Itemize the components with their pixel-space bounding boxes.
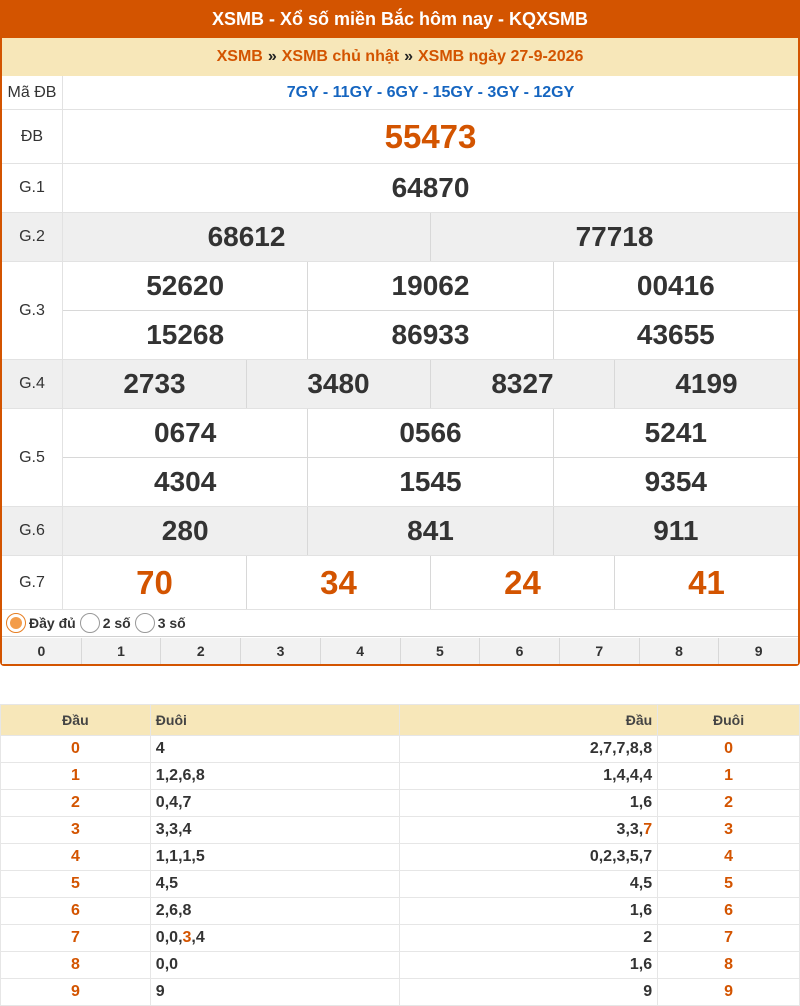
loto-duoi-right: 1 <box>658 763 800 790</box>
digit-button-6[interactable]: 6 <box>479 638 559 664</box>
prize-number: 68612 <box>207 221 286 252</box>
prize-number: 64870 <box>391 172 470 203</box>
prize-label: ĐB <box>2 110 63 163</box>
prize-number: 5241 <box>553 409 798 457</box>
prize-label: G.5 <box>2 409 63 506</box>
prize-row-g7 <box>2 556 798 610</box>
loto-duoi-right: 9 <box>658 979 800 1006</box>
special-digit: 3 <box>182 929 192 946</box>
loto-dau: 8 <box>1 952 151 979</box>
prize-number: 9354 <box>553 458 798 506</box>
prize-number: 0674 <box>154 417 217 448</box>
loto-duoi: 1,1,1,5 <box>150 844 400 871</box>
table-row <box>1 952 800 979</box>
loto-dau-right: 2 <box>400 925 658 952</box>
loto-dau: 4 <box>1 844 151 871</box>
loto-dau-right: 2,7,7,8,8 <box>400 736 658 763</box>
prize-row-madb <box>2 76 798 110</box>
loto-duoi: 0,0 <box>150 952 400 979</box>
prize-label: G.3 <box>2 262 63 359</box>
prize-number: 4304 <box>154 466 217 497</box>
prize-number: 911 <box>553 507 798 555</box>
loto-dau: 7 <box>1 925 151 952</box>
table-row <box>1 817 800 844</box>
prize-number: 24 <box>430 556 614 609</box>
breadcrumb <box>2 38 798 76</box>
page-title: XSMB - Xổ số miền Bắc hôm nay - KQXSMB <box>0 0 800 38</box>
prize-label: G.6 <box>2 507 63 555</box>
prize-number: 1545 <box>307 458 552 506</box>
loto-header-row <box>1 705 800 736</box>
radio-3-digits[interactable] <box>135 613 155 633</box>
loto-dau: 5 <box>1 871 151 898</box>
breadcrumb-separator: » <box>404 48 413 65</box>
prize-row-g3 <box>2 262 798 360</box>
loto-dau-right: 1,6 <box>400 898 658 925</box>
loto-dau: 6 <box>1 898 151 925</box>
option-full[interactable] <box>6 613 76 633</box>
loto-dau: 0 <box>1 736 151 763</box>
prize-number: 4199 <box>614 360 798 408</box>
loto-dau-right: 9 <box>400 979 658 1006</box>
prize-label: Mã ĐB <box>2 76 63 109</box>
header-dau: Đầu <box>1 705 151 736</box>
loto-duoi: 0,4,7 <box>150 790 400 817</box>
radio-2-digits[interactable] <box>80 613 100 633</box>
loto-duoi-right: 3 <box>658 817 800 844</box>
loto-duoi: 1,2,6,8 <box>150 763 400 790</box>
digit-button-9[interactable]: 9 <box>718 638 798 664</box>
digit-button-2[interactable]: 2 <box>160 638 240 664</box>
breadcrumb-link-weekday[interactable]: XSMB chủ nhật <box>281 48 400 65</box>
digit-button-7[interactable]: 7 <box>559 638 639 664</box>
loto-duoi: 4 <box>150 736 400 763</box>
prize-number: 77718 <box>430 213 798 261</box>
header-duoi: Đuôi <box>150 705 400 736</box>
table-row <box>1 790 800 817</box>
prize-number: 00416 <box>553 262 798 310</box>
loto-duoi: 0,0,3,4 <box>150 925 400 952</box>
option-2-digits[interactable] <box>80 613 131 633</box>
prize-label: G.7 <box>2 556 63 609</box>
prize-row-g1 <box>2 164 798 213</box>
prize-number: 3480 <box>246 360 430 408</box>
loto-duoi-right: 8 <box>658 952 800 979</box>
loto-dau-right: 1,6 <box>400 952 658 979</box>
prize-row-g6 <box>2 507 798 556</box>
prize-number: 15268 <box>146 319 225 350</box>
prize-number: 19062 <box>307 262 552 310</box>
loto-dau: 3 <box>1 817 151 844</box>
prize-row-g2 <box>2 213 798 262</box>
loto-duoi-right: 7 <box>658 925 800 952</box>
header-dau-right: Đầu <box>400 705 658 736</box>
digit-button-1[interactable]: 1 <box>81 638 161 664</box>
prize-label: G.4 <box>2 360 63 408</box>
table-row <box>1 763 800 790</box>
prize-row-g5 <box>2 409 798 507</box>
prize-row-db <box>2 110 798 164</box>
loto-dau: 2 <box>1 790 151 817</box>
special-codes: 7GY - 11GY - 6GY - 15GY - 3GY - 12GY <box>286 83 575 101</box>
loto-duoi: 9 <box>150 979 400 1006</box>
loto-duoi-right: 2 <box>658 790 800 817</box>
breadcrumb-link-xsmb[interactable]: XSMB <box>216 48 263 65</box>
table-row <box>1 871 800 898</box>
loto-dau-right: 3,3,7 <box>400 817 658 844</box>
loto-dau-right: 1,6 <box>400 790 658 817</box>
header-duoi-right: Đuôi <box>658 705 800 736</box>
digit-filter <box>2 638 798 664</box>
prize-number: 70 <box>136 563 173 601</box>
prize-label: G.2 <box>2 213 63 261</box>
loto-table <box>0 704 800 1006</box>
prize-number: 2733 <box>123 368 186 399</box>
loto-duoi-right: 5 <box>658 871 800 898</box>
option-label: Đầy đủ <box>29 614 76 631</box>
loto-dau: 9 <box>1 979 151 1006</box>
loto-duoi: 2,6,8 <box>150 898 400 925</box>
table-row <box>1 925 800 952</box>
digit-button-8[interactable]: 8 <box>639 638 719 664</box>
prize-number: 280 <box>161 515 209 546</box>
special-digit: 7 <box>643 821 653 838</box>
loto-duoi-right: 6 <box>658 898 800 925</box>
display-options <box>2 609 798 637</box>
loto-dau-right: 4,5 <box>400 871 658 898</box>
breadcrumb-link-date[interactable]: XSMB ngày 27-9-2026 <box>417 48 584 65</box>
loto-duoi: 4,5 <box>150 871 400 898</box>
loto-duoi: 3,3,4 <box>150 817 400 844</box>
loto-dau: 1 <box>1 763 151 790</box>
loto-dau-right: 1,4,4,4 <box>400 763 658 790</box>
prize-number: 86933 <box>307 311 552 359</box>
option-3-digits[interactable] <box>135 613 186 633</box>
loto-duoi-right: 0 <box>658 736 800 763</box>
table-row <box>1 898 800 925</box>
loto-duoi-right: 4 <box>658 844 800 871</box>
table-row <box>1 979 800 1006</box>
breadcrumb-separator: » <box>267 48 277 65</box>
digit-button-0[interactable]: 0 <box>37 643 46 659</box>
prize-row-g4 <box>2 360 798 409</box>
prize-number: 52620 <box>146 270 225 301</box>
radio-full[interactable] <box>6 613 26 633</box>
prize-label: G.1 <box>2 164 63 212</box>
option-label: 2 số <box>102 614 131 631</box>
prize-number: 0566 <box>307 409 552 457</box>
prize-number: 34 <box>246 556 430 609</box>
prize-number: 8327 <box>430 360 614 408</box>
digit-button-3[interactable]: 3 <box>240 638 320 664</box>
digit-button-4[interactable]: 4 <box>320 638 400 664</box>
prize-number: 41 <box>614 556 798 609</box>
option-label: 3 số <box>157 614 186 631</box>
prize-number: 43655 <box>553 311 798 359</box>
table-row <box>1 736 800 763</box>
digit-button-5[interactable]: 5 <box>400 638 480 664</box>
prize-number: 841 <box>307 507 552 555</box>
loto-body <box>1 736 800 1006</box>
loto-dau-right: 0,2,3,5,7 <box>400 844 658 871</box>
table-row <box>1 844 800 871</box>
prize-number-special: 55473 <box>384 117 477 155</box>
